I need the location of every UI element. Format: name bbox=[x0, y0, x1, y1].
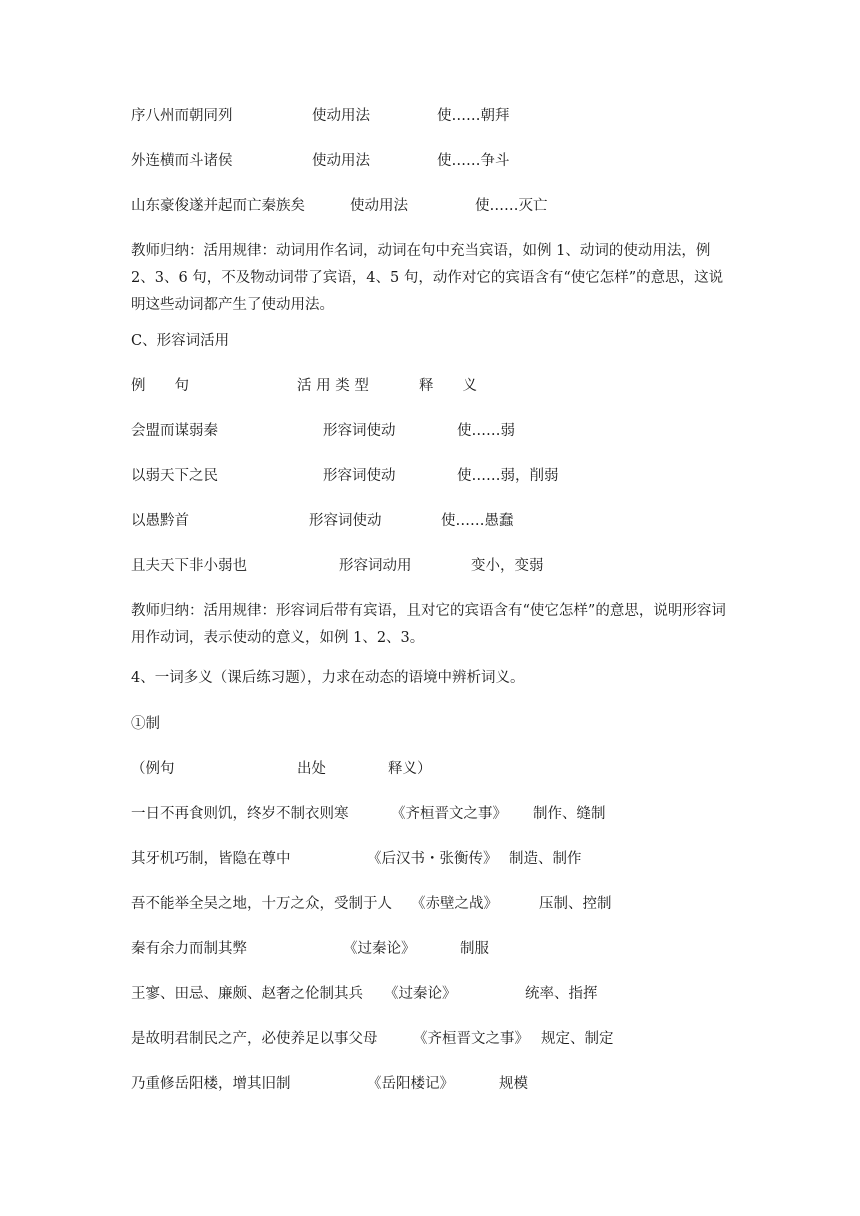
example-sentence: 其牙机巧制，皆隐在尊中 bbox=[131, 851, 291, 867]
meaning: 变小，变弱 bbox=[471, 558, 544, 574]
example-sentence: 且夫天下非小弱也 bbox=[131, 558, 247, 574]
example-sentence: 吾不能举全吴之地，十万之众，受制于人 bbox=[131, 896, 392, 912]
meaning: 使……弱 bbox=[457, 423, 515, 439]
header-meaning: 释 义 bbox=[419, 378, 477, 394]
usage-type: 形容词使动 bbox=[309, 513, 382, 529]
source: 《过秦论》 bbox=[384, 986, 457, 1002]
meaning: 统率、指挥 bbox=[525, 986, 598, 1002]
meaning: 使……争斗 bbox=[437, 153, 510, 169]
usage-type: 使动用法 bbox=[312, 108, 370, 124]
header-example: 例 句 bbox=[131, 378, 189, 394]
example-sentence: 外连横而斗诸侯 bbox=[131, 153, 233, 169]
teacher-summary-adjectives: 教师归纳：活用规律：形容词后带有宾语，且对它的宾语含有“使它怎样”的意思，说明形容词用作动词，表示使动的意义，如例 1、2、3。 bbox=[131, 603, 726, 646]
example-sentence: 乃重修岳阳楼，增其旧制 bbox=[131, 1076, 291, 1092]
header-meaning: 释义） bbox=[388, 761, 432, 777]
usage-type: 使动用法 bbox=[350, 198, 408, 214]
section-heading-adjective: C、形容词活用 bbox=[131, 333, 230, 349]
meaning: 使……灭亡 bbox=[475, 198, 548, 214]
source: 《后汉书・张衡传》 bbox=[367, 851, 498, 867]
usage-type: 使动用法 bbox=[312, 153, 370, 169]
source: 《齐桓晋文之事》 bbox=[391, 806, 507, 822]
example-sentence: 是故明君制民之产，必使养足以事父母 bbox=[131, 1031, 378, 1047]
example-sentence: 会盟而谋弱秦 bbox=[131, 423, 218, 439]
source: 《齐桓晋文之事》 bbox=[413, 1031, 529, 1047]
source: 《赤壁之战》 bbox=[411, 896, 498, 912]
meaning: 制作、缝制 bbox=[533, 806, 606, 822]
example-sentence: 序八州而朝同列 bbox=[131, 108, 233, 124]
meaning: 使……朝拜 bbox=[437, 108, 510, 124]
usage-type: 形容词使动 bbox=[323, 468, 396, 484]
example-sentence: 山东豪俊遂并起而亡秦族矣 bbox=[131, 198, 305, 214]
meaning: 规定、制定 bbox=[541, 1031, 614, 1047]
source: 《过秦论》 bbox=[343, 941, 416, 957]
header-usage: 活 用 类 型 bbox=[297, 378, 369, 394]
header-source: 出处 bbox=[297, 761, 326, 777]
meaning: 使……弱，削弱 bbox=[457, 468, 559, 484]
usage-type: 形容词使动 bbox=[323, 423, 396, 439]
meaning: 制造、制作 bbox=[509, 851, 582, 867]
example-sentence: 一日不再食则饥，终岁不制衣则寒 bbox=[131, 806, 349, 822]
usage-type: 形容词动用 bbox=[339, 558, 412, 574]
source: 《岳阳楼记》 bbox=[367, 1076, 454, 1092]
meaning: 制服 bbox=[460, 941, 489, 957]
example-sentence: 秦有余力而制其弊 bbox=[131, 941, 247, 957]
teacher-summary-verbs: 教师归纳：活用规律：动词用作名词，动词在句中充当宾语，如例 1、动词的使动用法，例 2、3、6 句，不及物动词带了宾语，4、5 句，动作对它的宾语含有“使它怎样”的意思，这说明这些动词都产生了使动用法。 bbox=[131, 243, 724, 313]
example-sentence: 以弱天下之民 bbox=[131, 468, 218, 484]
meaning: 规模 bbox=[499, 1076, 528, 1092]
word-title: ①制 bbox=[131, 716, 160, 732]
meaning: 压制、控制 bbox=[539, 896, 612, 912]
section-heading-polysemy: 4、一词多义（课后练习题），力求在动态的语境中辨析词义。 bbox=[131, 670, 525, 686]
header-example: （例句 bbox=[131, 761, 175, 777]
example-sentence: 以愚黔首 bbox=[131, 513, 189, 529]
meaning: 使……愚蠢 bbox=[441, 513, 514, 529]
example-sentence: 王寥、田忌、廉颇、赵奢之伦制其兵 bbox=[131, 986, 363, 1002]
